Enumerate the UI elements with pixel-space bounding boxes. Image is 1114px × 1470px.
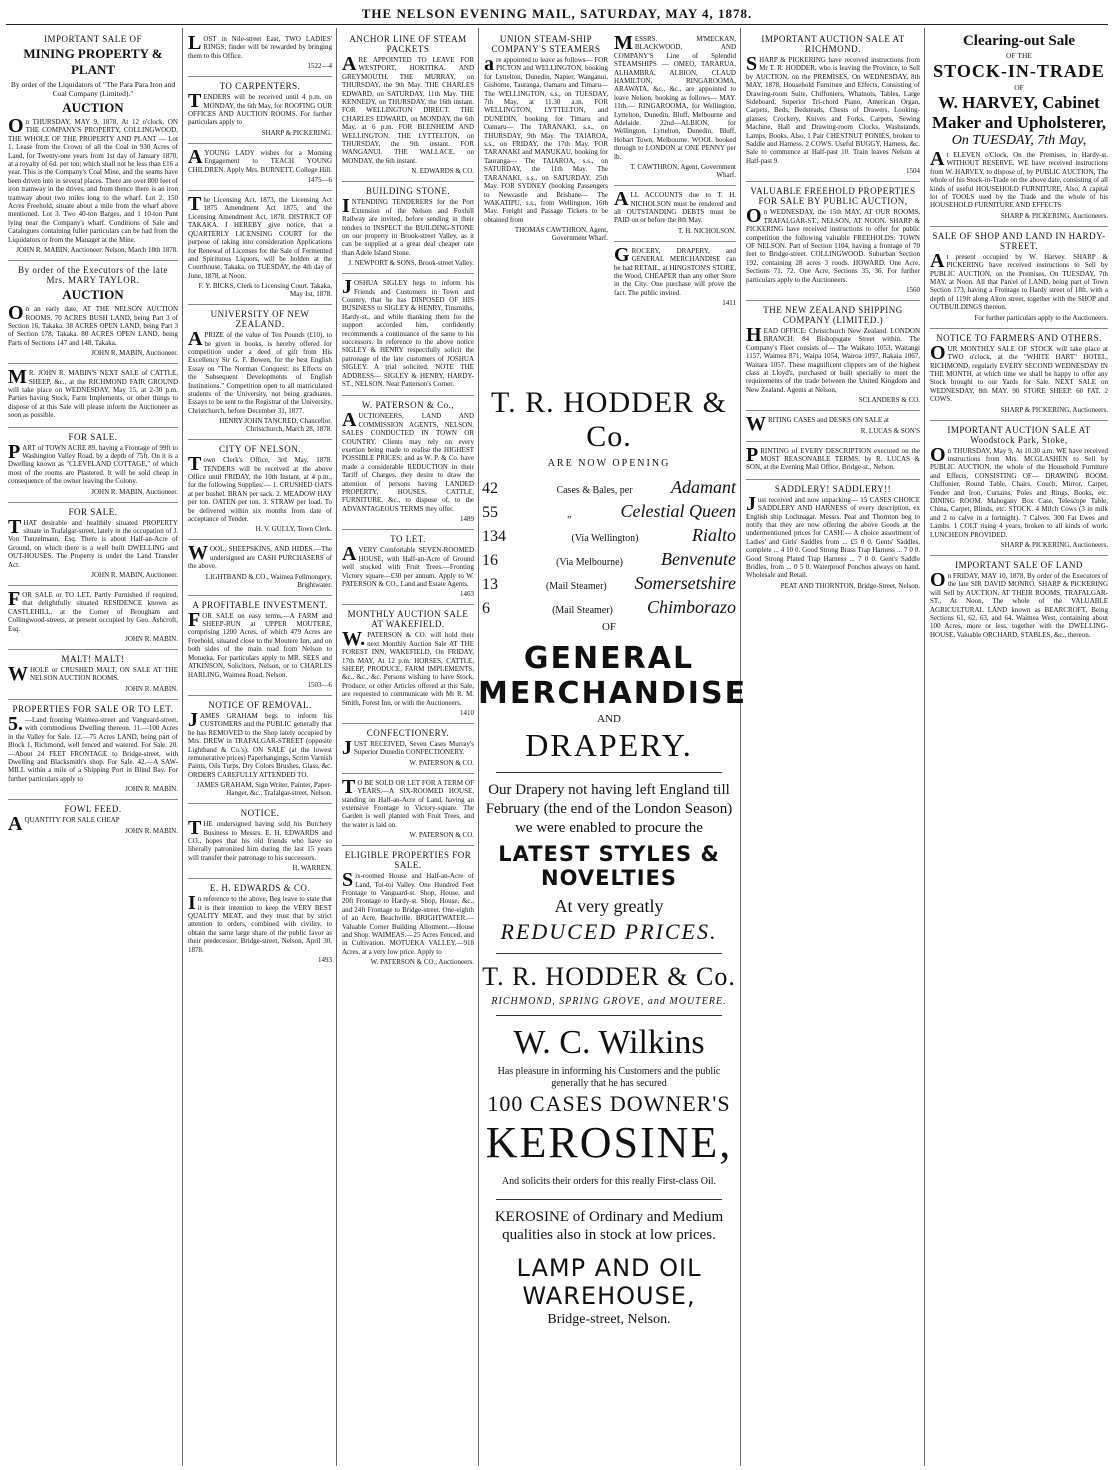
latest-styles-heading: LATEST STYLES & NOVELTIES: [498, 842, 720, 890]
ad-body: WHOLE or CRUSHED MALT, ON SALE AT THE NELSON AUCTION ROOMS.: [8, 663, 178, 686]
ad-body: APRIZE of the value of Ten Pounds (£10), to be given in books, is hereby offered for competition under a deed of gift from His Excellency Sir G. F. Bowen, for the best English Essay on "The Norman Conquest: its Effects on the Subsequent Developments of English Institutions." Competition open to all matriculated students of the University, not being graduates. Essays to be sent to the Registrar of the University, Christchurch, before December 31, 1877.: [188, 328, 332, 415]
ad-signature: JOHN R. MABIN, Auctioneer.: [91, 349, 178, 358]
advertisement: [746, 480, 920, 596]
ad-signature: W. PATERSON & CO., Auctioneers.: [370, 958, 474, 967]
advertisement: [746, 30, 920, 182]
advertisement: [188, 191, 332, 305]
ship-name: Celestial Queen: [620, 501, 736, 521]
ad-signature: W. PATERSON & CO.: [409, 831, 474, 840]
advertisement: [188, 696, 332, 804]
ad-signature: SHARP & PICKERING, Auctioneers.: [1000, 211, 1108, 220]
advertisement: [8, 700, 178, 800]
shipment-count: 16: [482, 552, 498, 569]
advertisement: [188, 30, 332, 77]
ad-body: INTENDING TENDERERS for the Port Extension of the Nelson and Foxhill Railway are invited, before sending in their tenders to INSPECT the BUILDING-STONE on our property in Brook-street Valley, as it can be supplied at a great deal cheaper rate than Adele Island Stone.: [342, 195, 474, 257]
ad-body: LOST in Nile-street East, TWO LADIES' RINGS; finder will be rewarded by bringing them to this Office.: [188, 32, 332, 60]
column-divider: [924, 28, 925, 1466]
shipment-via: (Via Wellington): [571, 533, 639, 544]
column-5: [614, 30, 736, 370]
ship-name: Rialto: [692, 525, 736, 545]
of-line: OF: [601, 621, 617, 633]
advertisement: [8, 428, 178, 503]
advertisement: [342, 182, 474, 274]
ad-signature: T. CAWTHRON, Agent, Government Wharf.: [630, 163, 736, 180]
advertisement: [8, 503, 178, 586]
ad-heading: BUILDING STONE.: [365, 186, 451, 197]
lamp-warehouse-heading: LAMP AND OIL WAREHOUSE,: [516, 1254, 702, 1310]
ad-body: MR. JOHN R. MABIN'S NEXT SALE of CATTLE, SHEEP, &c., at the RICHMOND FAIR GROUND will take place on WEDNESDAY, May 15, at 2-30 p.m. Parties having Stock, Farm Implements, or other things to dispose of at this Sale will please inform the Auctioneer as soon as possible.: [8, 366, 178, 420]
shipment-via: (Mail Steamer): [545, 581, 607, 592]
ad-body: The Licensing Act, 1873, the Licensing Act 1875 Amendment Act 1875, and the Licensing Amendment Act, 1878. DISTRICT OF TAKAKA. I HEREBY give notice, that a QUARTERLY LICENSING COURT for the purpose of taking into consideration Applications for Renewal of Licenses for the Sale of Fermented and Spirituous Liquors, will be holden at the Courthouse, Takaka, on TUESDAY, the 4th day of June, 1878, at Noon.: [188, 193, 332, 280]
advertisement: [188, 144, 332, 191]
ad-signature: THOMAS CAWTHRON, Agent, Government Wharf.: [514, 226, 608, 243]
ad-signature: PEAT AND THORNTON, Bridge-Street, Nelson.: [780, 581, 920, 590]
ad-heading: PROPERTIES FOR SALE OR TO LET.: [12, 703, 174, 714]
shipment-count: 6: [482, 600, 490, 617]
ad-body: Just received and now unpacking— 15 CASES CHOICE SADDLERY AND HARNESS of every description, ex English ship Lochnagar. Messrs. Peat and Thornton beg to notify that they are now offering the above Goods at the undermentioned prices for CASH:— A choice assortment of Ladies' and Girls' Saddles from ... £5 0 0. Gents' Saddles, complete ... 4 10 0. Good Strong Brass Trap Harness ... 7 0 0. Good Strong Plated Trap Harness ... 7 0 0. Gent's Saddle Bridles, from ... 0 5 0. Waterproof Ponchos always on hand, Wholesale and Retail.: [746, 492, 920, 580]
shipment-row: [482, 597, 736, 618]
ad-heading: E. H. EDWARDS & CO.: [209, 883, 311, 894]
ad-signature: J. NEWPORT & SONS, Brook-street Valley.: [348, 259, 474, 268]
warehouse-address: Bridge-street, Nelson.: [547, 1312, 671, 1327]
ad-body: On WEDNESDAY, the 15th MAY, AT OUR ROOMS, TRAFALGAR-ST., NELSON, AT NOON. SHARP & PICKERING have received instructions to offer for public competition the following valuable FREEHOLDS: TOWN OF NELSON. Part of Section 1104, having a frontage of 70 feet to Bridge-street. COLLINGWOOD. Suburban Section 192, containing 28 acres 3 roods. HOWARD. One Acre, Sections 71, 72. One Acre, Sections 35, 36. For further particulars apply to the Auctioneers.: [746, 205, 920, 284]
column-divider: [182, 28, 183, 1466]
ad-signature: SCLANDERS & CO.: [858, 396, 920, 405]
general-merchandise-heading: GENERAL MERCHANDISE: [478, 641, 748, 711]
reduced-prices-heading: REDUCED PRICES.: [500, 919, 718, 944]
solicit-line: And solicits their orders for this really First-class Oil.: [501, 1176, 717, 1187]
wilkins-heading: W. C. Wilkins: [513, 1024, 705, 1061]
advertisement: [746, 301, 920, 411]
drapery-quote: Our Drapery not having left England till February (the end of the London Season) we were enabled to procure the: [485, 782, 733, 836]
advertisement: [342, 530, 474, 605]
ship-name: Somersetshire: [634, 573, 736, 593]
ad-heading: SALE OF SHOP AND LAND IN HARDY-STREET.: [932, 230, 1106, 251]
ad-body: At present occupied by W. Harvey. SHARP & PICKERING have received instructions to Sell by PUBLIC AUCTION, on the Premises, On TUESDAY, 7th MAY, at Noon. All that Parcel of LAND, being part of Town Section 173, having a Frontage to Hardy street of 18ft, with a depth of 119ft along Alton street, together with the SHOP and OUTBUILDINGS thereon.: [930, 249, 1108, 312]
ad-body: GROCERY, DRAPERY, and GENERAL MERCHANDISE can be had RETAIL, at HINGSTON'S STORE, the Wood, CHEAPER than any other Store in the City. One purchase will prove the fact. The public invited.: [614, 243, 736, 297]
ad-heading: TO CARPENTERS.: [219, 81, 301, 92]
ad-body: ALL ACCOUNTS due to T. H. NICHOLSON must be rendered and all OUTSTANDING DEBTS must be PAID on or before the 8th May.: [614, 188, 736, 225]
ship-name: Adamant: [671, 477, 736, 497]
ad-date: On TUESDAY, 7th May,: [951, 133, 1087, 148]
ad-signature: H. V. GULLY, Town Clerk.: [255, 525, 332, 534]
advertisement: [746, 442, 920, 480]
ad-signature: JOHN R. MABIN, Auctioneer.: [91, 571, 178, 580]
ad-heading: NOTICE TO FARMERS AND OTHERS.: [936, 332, 1102, 343]
ad-heading: W. HARVEY, Cabinet Maker and Upholsterer,: [932, 93, 1106, 132]
ad-body: W.PATERSON & CO. will hold their next Monthly Auction Sale AT THE FOREST INN, WAKEFIELD, On FRIDAY, 17th MAY, At 12 p.m. HORSES, CATTLE, SHEEP, PRODUCE, FARM IMPLEMENTS, &c., &c., &c. Persons wishing to have Stock, Produce, or other Articles offered at this Sale, are requested to communicate with Mr R. M. Smith, Forest Inn, or with the Auctioneers.: [342, 628, 474, 707]
ad-body: PART of TOWN ACRE 89, having a Frontage of 99ft to Washington Valley Road, by a depth of 75ft. On it is a Dwelling known as "CLEVELAND COTTAGE," of which most of the rooms are Plastered. It will be sold cheap in consequence of the owner leaving the Colony.: [8, 440, 178, 486]
advertisement: [484, 30, 608, 248]
advertisement: [8, 261, 178, 364]
ad-body: TO BE SOLD OR LET FOR A TERM OF YEARS.—A SIX-ROOMED HOUSE, standing on Half-an-Acre of Land, having an extensive Frontage to Victory-square. The Garden is well planted with Fruit Trees, and the water is laid on.: [342, 775, 474, 829]
ship-name: Benvenute: [661, 549, 736, 569]
ad-heading: MONTHLY AUCTION SALE AT WAKEFIELD.: [347, 609, 469, 630]
shipment-list: [478, 477, 740, 618]
advertisement: [746, 182, 920, 301]
ad-body: WRITING CASES and DESKS ON SALE at: [746, 413, 889, 436]
ad-heading: CITY OF NELSON.: [219, 444, 301, 455]
ad-heading: MALT! MALT!: [61, 654, 125, 665]
advertisement: [746, 411, 920, 441]
firm-name: T. R. HODDER & Co.: [491, 386, 727, 453]
ad-heading: Clearing-out Sale: [962, 33, 1076, 49]
column-divider: [336, 28, 337, 1466]
ad-body: Town Clerk's Office, 3rd May, 1878. TENDERS will be received at the above Office until FRIDAY, the 10th Instant, at 4 p.m., for the following Supplies:— 1. CRUSHED OATS at per bushel. BRAN per sack. 2. MEADOW HAY per ton. OATEN per ton. 3. STRAW per load. To be delivered within six months from date of acceptance of Tender.: [188, 453, 332, 524]
ad-heading: IMPORTANT AUCTION SALE AT Woodstock Park, Stoke,: [947, 424, 1091, 445]
ad-body: On FRIDAY, MAY 10, 1878, By order of the Executors of the late SIR DAVID MONRO. SHARP & PICKERING will Sell by AUCTION, AT THEIR ROOMS, TRAFALGAR-ST., At Noon, The whole of the VALUABLE AGRICULTURAL LAND known as BEARCROFT, Being Sections 61, 62, 63, and 64, Waimea West, containing about 100 Acres, more or less, together with the DWELLING-HOUSE, Valuable ORCHARD, STABLES, &c., thereon.: [930, 569, 1108, 639]
shipment-count: 13: [482, 576, 498, 593]
ad-body: PRINTING of EVERY DESCRIPTION executed on the MOST REASONABLE TERMS, by R. LUCAS & SON, at the Evening Mail Office, Bridge-st., Nelson.: [746, 443, 920, 472]
ad-signature: 1560: [906, 285, 920, 294]
advertisement: [8, 364, 178, 427]
ad-body: HEAD OFFICE: Christchurch New Zealand. LONDON BRANCH: 84 Bishopsgate Street within. The Company's Fleet consists of— The Waikato 1053, Waitangi 1157, Waimea 871, Waipa 1054, Wairoa 1097, Rakaia 1067, Waitara 1057. These magnificent clippers are of the highest class at Lloyd's, purchased or built specially to meet the requirements of the trade between the United Kingdom and New Zealand. Agents at Nelson,: [746, 323, 920, 394]
ad-heading: IMPORTANT AUCTION SALE AT RICHMOND.: [761, 34, 905, 54]
ad-signature: T. H. NICHOLSON.: [677, 226, 736, 235]
advertisement: [188, 804, 332, 879]
ad-signature: F. Y. BICKS, Clerk to Licensing Court. Takaka, May 1st, 1878.: [198, 282, 332, 299]
ad-signature: SHARP & PICKERING, Auctioneers.: [1000, 405, 1108, 414]
column-3: [342, 30, 474, 1464]
ad-heading: A PROFITABLE INVESTMENT.: [192, 599, 328, 610]
ad-heading: SADDLERY! SADDLERY!!: [774, 483, 892, 494]
advertisement: [342, 846, 474, 972]
firm-name-repeat: T. R. HODDER & Co.: [482, 962, 736, 991]
ad-heading: NOTICE OF REMOVAL.: [208, 699, 312, 710]
ad-body: Six-roomed House and Half-an-Acre of Land, Toi-toi Valley. One Hundred Feet Frontage to Vanguard-st. Shop, House, and 20ft Frontage to Hardy-st. Shop, House, &c., and 24ft Frontage to Bridge-street. One-eighth of an Acre, Beachville. BRIGHTWATER.—Valuable Corner Building Allotment.—House and Shop. WAIMEAS.—25 Acres Fenced, and in Cultivation. MOTUEKA VALLEY.—918 Acres, at a very low price. Apply to: [342, 869, 474, 956]
ad-heading: By order of the Executors of the late Mrs. MARY TAYLOR.: [18, 265, 168, 286]
ad-signature: SHARP & PICKERING.: [261, 128, 332, 137]
advertisement: [8, 30, 178, 261]
ad-body: On THURSDAY, MAY 9, 1878, At 12 o'clock, ON THE COMPANY'S PROPERTY, COLLINGWOOD, THE WHOLE OF THE PROPERTY AND PLANT — Lot 1. Lease from the Crown of all the Coal in 930 Acres of Land, for Twenty-one years from 1st day of January 1870, at a royalty of 6d. per ton; which shall not be less than £16 a year. This is the Company's Coal Mine, and the seams have been driven into in several places. There are over 800 feet of iron tramway in the drives, and from thence there is an iron tramway about two miles long to the wharf. Lot 2. 150 Acres Freehold, situate about a mile from the wharf above mentioned. Lot 3. Two 40-ton Barges, and 1 10-ton Punt lying near the Company's wharf. Conditions of Sale and Catalogues containing fuller particulars can be had from the Liquidators or from the Manager at the Mine.: [8, 115, 178, 244]
ad-body: THE undersigned having sold his Butchery Business to Messrs. E. H. EDWARDS and CO., hopes that his old friends who have so liberally patronized him during the last 15 years will transfer their patronage to his successors.: [188, 817, 332, 862]
shipment-count: 42: [482, 480, 498, 497]
ad-signature: N. EDWARDS & CO.: [411, 167, 474, 176]
advertisement: [930, 556, 1108, 646]
column-1: [8, 30, 178, 1464]
shipment-row: [482, 573, 736, 594]
shipment-row: [482, 549, 736, 570]
ad-heading: NOTICE.: [240, 808, 280, 819]
ad-signature: 1493: [318, 956, 332, 965]
ad-subheading: OF THE: [1006, 51, 1032, 60]
ad-body: JUST RECEIVED, Seven Cases Murray's Superior Dunedin CONFECTIONERY.: [342, 736, 474, 759]
shipment-row: [482, 501, 736, 522]
ad-signature: HENRY JOHN TANCRED, Chancellor. Christchurch, March 28, 1878.: [219, 417, 332, 434]
ad-signature: JOHN R. MABIN.: [125, 785, 178, 794]
ad-signature: LIGHTBAND & CO., Waimea Fellmongery, Brightwater.: [205, 572, 332, 589]
masthead: THE NELSON EVENING MAIL, SATURDAY, MAY 4, 1878.: [361, 6, 753, 21]
ad-body: In reference to the above, Beg leave to state that it is their intention to keep the VERY BEST QUALITY MEAT, and they trust that by strict attention to orders, combined with civility, to obtain the same large share of the public favor as their predecessor. Bridge-street, Nelson, April 30, 1878.: [188, 892, 332, 954]
ad-heading: VALUABLE FREEHOLD PROPERTIES FOR SALE BY PUBLIC AUCTION,: [750, 186, 916, 207]
ad-signature: H. WARREN.: [292, 864, 332, 873]
ad-signature: R. LUCAS & SON'S: [860, 426, 920, 435]
advertisement: [614, 30, 736, 186]
greatly-line: At very greatly: [554, 896, 664, 916]
advertisement: [342, 724, 474, 774]
ad-body: THAT desirable and healthily situated PROPERTY situate in Trafalgar-street, lately in the occupation of J. Von Tunzelmann, Esq. There is about Half-an-Acre of Ground, on which there is a well built DWELLING and OUT-HOUSES. The Property is under the Land Transfer Act.: [8, 515, 178, 569]
ad-signature: 1522—4: [307, 62, 332, 71]
ad-body: WOOL, SHEEPSKINS, AND HIDES.—The undersigned are CASH PURCHASERS of the above.: [188, 542, 332, 571]
shipment-count: 134: [482, 528, 506, 545]
advertisement: [614, 242, 736, 313]
advertisement: [342, 396, 474, 530]
ad-signature: SHARP & PICKERING, Auctioneers.: [1000, 541, 1108, 549]
ad-body: OUR MONTHLY SALE OF STOCK will take place at TWO o'clock, at the "WHITE HART" HOTEL, RICHMOND, regularly EVERY SECOND WEDNESDAY IN THE MONTH, at which time we shall be happy to offer any Stock brought to our Yards for Sale. NEXT SALE on WEDNESDAY, 8th MAY. 90 STORE SHEEP. 60 FAT. 2 COWS.: [930, 341, 1108, 404]
advertisement: [188, 596, 332, 696]
and-line: AND: [597, 713, 621, 725]
ad-body: ARE APPOINTED TO LEAVE FOR WESTPORT, HOKITIKA, AND GREYMOUTH. THE MURRAY, on THURSDAY, the 9th May. THE CHARLES EDWARD, on SATURDAY, 11th May. THE KENNEDY, on THURSDAY, the 16th instant. FOR WELLINGTON DIRECT. THE CHARLES EDWARD, on MONDAY, the 6th May, at 6 p.m. FOR BLENHEIM AND WELLINGTON. THE LYTTELTON, on THURSDAY, the 9th instant. FOR WANGANUI. THE WALLACE, on MONDAY, the 6th instant.: [342, 53, 474, 165]
ad-body: AUCTIONEERS, LAND AND COMMISSION AGENTS, NELSON. SALES CONDUCTED IN TOWN OR COUNTRY. Clients may rely on every exertion being made to realise the HIGHEST POSSIBLE PRICES; and as W. P. & Co. have made a considerable REDUCTION in their Tariff of Charges, they desire to draw the attention of persons having LANDED PROPERTY, HOUSES, CATTLE, FURNITURE, &c., to dispose of, to the ADVANTAGEOUS TERMS they offer.: [342, 409, 474, 513]
column-7: [930, 30, 1108, 1464]
shipment-row: [482, 477, 736, 498]
ad-heading: FOR SALE.: [68, 431, 118, 442]
ad-heading: IMPORTANT SALE OF: [43, 34, 143, 44]
shipment-via: Cases & Bales, per: [556, 485, 633, 496]
ad-signature: 1463: [460, 590, 474, 599]
ad-body: On THURSDAY, May 9, At 10.30 a.m. WE have received instructions from Mrs. MCGLASHEN to Sell by PUBLIC AUCTION, the whole of the Household Furniture and Effects, CONSISTING OF— DRAWING ROOM. Chiffonier, Round Table, Chairs, Couch, Mirror, Carpet, Fender and Iron, Curtains, Poles and Rings, Books, etc. DINING ROOM. Mahogany Box Case, Telescope Table, China, Carpet, Blinds, etc. STOCK. 4 Milch Cows (3 in milk and 2 to calve in a fortnight). 7 Calves. 300 Fat Ewes and Lambs. 1 COLT rising 4 years, broken to all kinds of work. LUNCHEON PROVIDED.: [930, 443, 1108, 539]
ship-name: Chimborazo: [646, 597, 736, 617]
ad-signature: JOHN R. MABIN.: [125, 684, 178, 693]
ad-body: 5.—Land fronting Waimea-street and Vanguard-street, with commodious Dwelling thereon. 11.—100 Acres in the Valley for Sale. 12.—75 Acres LAND, being part of Block 1, Richmond, well fenced and watered. For Sale. 20.—About 24 FEET FRONTAGE to Bridge-street, with Dwelling and Blacksmith's shop. For Sale. 42.—A SAW-MILL within a mile of a Shipping Port in Blind Bay. For further particulars apply to: [8, 712, 178, 783]
ad-body: are appointed to leave as follows— FOR PICTON and WELLINGTON, booking for Lyttelton, Dunedin, Napier, Wanganui, Gisborne, Tauranga, Oamaru and Timaru— The WELLINGTON, s.s., on TUESDAY, 7th May, at 11.30 a.m. FOR WELLINGTON, LYTTELTON, and DUNEDIN, booking for Timaru and Oamaru— The TARANAKI, s.s., on THURSDAY, 9th May. The TAIAROA, s.s., on FRIDAY, the 17th May. FOR TARANAKI and MANUKAU, booking for Tauranga— The TAIAROA, s.s., on SATURDAY, the 11th May. The TARANAKI, s.s., on SATURDAY, 25th May. FOR SYDNEY (booking Passengers to Newcastle and Brisbane— The WAKATIPU, s.s., from Wellington, 16th May. Freight and Passage Tickets to be obtained from: [484, 53, 608, 224]
ad-heading: FOR SALE.: [68, 506, 118, 517]
column-4: [484, 30, 608, 370]
ad-body: JOSHUA SIGLEY begs to inform his Friends and Customers in Town and Country, that he has DISPOSED OF HIS BUSINESS to SIGLEY & HENRY, Tinsmiths, Hardy-st., and while thanking them for the support accorded him, confidently recommends a continuance of the same to his successors. In reference to the above notice SIGLEY & HENRY respectfully solicit the patronage of the late customers of JOSHUA SIGLEY. A trial solicited. NOTE THE ADDRESS— SIGLEY & HENRY, HARDY-ST., NELSON. Near Patterson's Corner.: [342, 276, 474, 388]
ad-body: AVERY Comfortable SEVEN-ROOMED HOUSE, with Half-an-Acre of Ground well stocked with Fruit Trees.—Fronting Victory square—£30 per annum. Apply to W. PATERSON & CO., Land and Estate Agents.: [342, 543, 474, 588]
ad-body: FOR SALE or TO LET, Partly Furnished if required, that delightfully situated RESIDENCE known as CASTLEHILL, at the Corner of Brougham and Collingwood-streets, at present occupied by Geo. Ashcroft, Esq.: [8, 588, 178, 633]
ad-heading: STOCK-IN-TRADE: [933, 61, 1105, 81]
advertisement: [930, 227, 1108, 329]
kerosine-quality: KEROSINE of Ordinary and Medium qualities also in stock at low prices.: [494, 1209, 724, 1243]
ad-subheading: By order of the Liquidators of "The Para Para Iron and Coal Company (Limited).": [10, 80, 176, 98]
shipment-count: 55: [482, 504, 498, 521]
top-rule: [6, 24, 1108, 25]
advertisement: [188, 305, 332, 440]
advertisement: [342, 605, 474, 724]
wilkins-intro: Has pleasure in informing his Customers and the public generally that he has secured: [497, 1066, 721, 1089]
ad-signature: JAMES GRAHAM, Sign Writer, Painter, Paper-Hanger, &c., Trafalgar-street, Nelson.: [196, 781, 332, 798]
advertisement: [930, 30, 1108, 227]
advertisement: [342, 774, 474, 846]
ad-body: JAMES GRAHAM begs to inform his CUSTOMERS and the PUBLIC generally that he has REMOVED to the Shop lately occupied by Mrs. DREW in TRAFALGAR-STREET (opposite Lightband & Co.'s). ON SALE (at the lowest remunerative prices) Paperhangings, Scrim Varnish Paints, Oils Turps, Dry Colors Brushes, Glass, &c. ORDERS CAREFULLY ATTENDED TO.: [188, 708, 332, 779]
shipment-via: (Mail Steamer): [552, 605, 613, 616]
advertisement: [930, 329, 1108, 421]
advertisement: [8, 800, 178, 840]
ad-heading: W. PATERSON & Co.,: [361, 400, 455, 411]
ad-signature: JOHN R. MABIN.: [125, 826, 178, 835]
advertisement: [188, 440, 332, 540]
opening-line: ARE NOW OPENING: [547, 458, 671, 469]
ad-signature: W. PATERSON & CO.: [409, 758, 474, 767]
drapery-heading: DRAPERY.: [525, 727, 693, 763]
ad-signature: JOHN R. MABIN, Auctioneer. Nelson, March 18th 1878.: [16, 246, 178, 255]
ad-body: On an early date, AT THE NELSON AUCTION ROOMS. 70 ACRES BUSH LAND, being Part 3 of Section 16, Takaka. 38 ACRES OPEN LAND, being Part 3 of Section 178, Takaka. 80 ACRES OPEN LAND, being Parts of Sections 147 and 148, Takaka.: [8, 302, 178, 347]
divider: [496, 1199, 722, 1200]
advertisement: [342, 30, 474, 182]
ad-title: MINING PROPERTY & PLANT: [23, 46, 163, 77]
divider: [496, 772, 722, 773]
hodder-advertisement: [478, 380, 748, 1328]
ad-heading: ANCHOR LINE OF STEAM PACKETS: [349, 34, 467, 54]
ad-title: AUCTION: [62, 287, 124, 303]
advertisement: [8, 650, 178, 700]
advertisement: [188, 540, 332, 595]
divider: [496, 953, 722, 954]
ad-signature: 1503—6: [307, 680, 332, 689]
ad-heading: THE NEW ZEALAND SHIPPING COMPANY (LIMITED.): [763, 304, 903, 325]
ad-heading: FOWL FEED.: [64, 804, 122, 815]
shipment-via: „: [567, 509, 572, 520]
advertisement: [930, 421, 1108, 556]
advertisement: [188, 879, 332, 970]
ad-title: AUCTION: [62, 100, 124, 115]
ad-heading: IMPORTANT SALE OF LAND: [955, 560, 1083, 570]
ad-signature: 1411: [722, 299, 736, 308]
ad-heading: TO LET.: [390, 534, 426, 545]
divider: [496, 1015, 722, 1016]
kerosine-heading: KEROSINE,: [485, 1118, 733, 1167]
ad-body: TENDERS will be received until 4 p.m. on MONDAY, the 6th May, for ROOFING OUR OFFICES AND AUCTION ROOMS. For further particulars apply to: [188, 90, 332, 127]
advertisement: [342, 274, 474, 396]
shipment-row: [482, 525, 736, 546]
ad-body: SHARP & PICKERING have received instructions from Mr T. R. HODDER, who is leaving the Province, to Sell by AUCTION, on the PREMISES, On WEDNESDAY, 8th MAY, 1878, Household Furniture and Effects, Consisting of Drawing-room Suite, Chiffoniers, Whatnots, Tables, Large Sideboard, Superior Tri-chord Piano, American Organ, Carpets, Beds, Bedsteads, Chests of Drawers, Looking-glasses, Crockery, Knives and Forks, Carpets, Sewing Machine, Hall and Drawing-room Clocks, Washstands, Lamps, Books. Also, 1 Pair CHESTNUT PONIES, broken to Saddle and Harness. 2 COWS. Useful BUGGY, Harness, &c. Sale to commence at Half-past 10. Train leaves Nelson at Half-past 9.: [746, 53, 920, 165]
column-divider: [740, 28, 741, 1466]
ad-body: At ELEVEN o'Clock, On the Premises, in Hardy-st. WITHOUT RESERVE. WE have received instructions from W. HARVEY, to dispose of, by PUBLIC AUCTION, The whole of his Stock-in-Trade on the above date, consisting of all kinds of useful HOUSEHOLD FURNITURE, Also, A capital lot of TOOLS used by the Trade and the whole of his HOUSEHOLD FURNITURE AND EFFECTS: [930, 148, 1108, 210]
ad-signature: JOHN R. MABIN.: [125, 635, 178, 644]
advertisement: [188, 77, 332, 144]
advertisement: [8, 586, 178, 650]
ad-signature: 1475—6: [307, 176, 332, 185]
ad-signature: For further particulars apply to the Auctioneers.: [974, 313, 1108, 322]
ad-signature: 1504: [906, 167, 920, 176]
ad-signature: JOHN R. MABIN, Auctioneer.: [91, 487, 178, 496]
column-2: [188, 30, 332, 1464]
ad-signature: 1410: [460, 708, 474, 717]
ad-heading: ELIGIBLE PROPERTIES FOR SALE.: [344, 850, 472, 871]
ad-subheading: OF: [1014, 83, 1024, 92]
ad-body: FOR SALE on easy terms,—A FARM and SHEEP-RUN at UPPER MOUTERE, comprising 1200 Acres, of which 479 Acres are Freehold, situated close to the Moutere Inn, and on both sides of the main road from Nelson to Motueka. For particulars apply to MR. SEES and ATKINSON, Solicitors, Nelson, or to CHARLES HARLING, Waimea Road, Nelson.: [188, 608, 332, 679]
ad-signature: 1489: [460, 515, 474, 524]
ad-heading: UNION STEAM-SHIP COMPANY'S STEAMERS: [491, 34, 601, 54]
cases-heading: 100 CASES DOWNER'S: [487, 1091, 731, 1116]
ad-body: AYOUNG LADY wishes for a Morning Engagement to TEACH YOUNG CHILDREN. Apply Mrs. BURNETT, College Hill.: [188, 145, 332, 174]
ad-heading: UNIVERSITY OF NEW ZEALAND.: [210, 309, 310, 330]
column-6: [746, 30, 920, 1464]
ad-body: AQUANTITY FOR SALE CHEAP: [8, 813, 120, 836]
firm-address: RICHMOND, SPRING GROVE, and MOUTERE.: [491, 996, 727, 1007]
shipment-via: (Via Melbourne): [556, 557, 623, 568]
ad-heading: CONFECTIONERY.: [366, 727, 450, 738]
ad-body: MESSRS. M'MECKAN, BLACKWOOD, AND COMPANY'S Line of Splendid STEAMSHIPS — OMEO, TARARUA, ALHAMBRA, ALBION, CLAUD HAMILTON, RINGAROOMA, ARAWATA, &c., &c., are appointed to leave Nelson, booking as follows— MAY. 11th.— RINGAROOMA, for Wellington, Lyttelton, Dunedin, Bluff, Melbourne and Adelaide. 22nd—ALBION, for Wellington, Lyttelton, Dunedin, Bluff, Hobart Town, Melbourne. WOOL booked through to LONDON at ONE PENNY per lb.: [614, 32, 736, 161]
advertisement: [614, 186, 736, 242]
